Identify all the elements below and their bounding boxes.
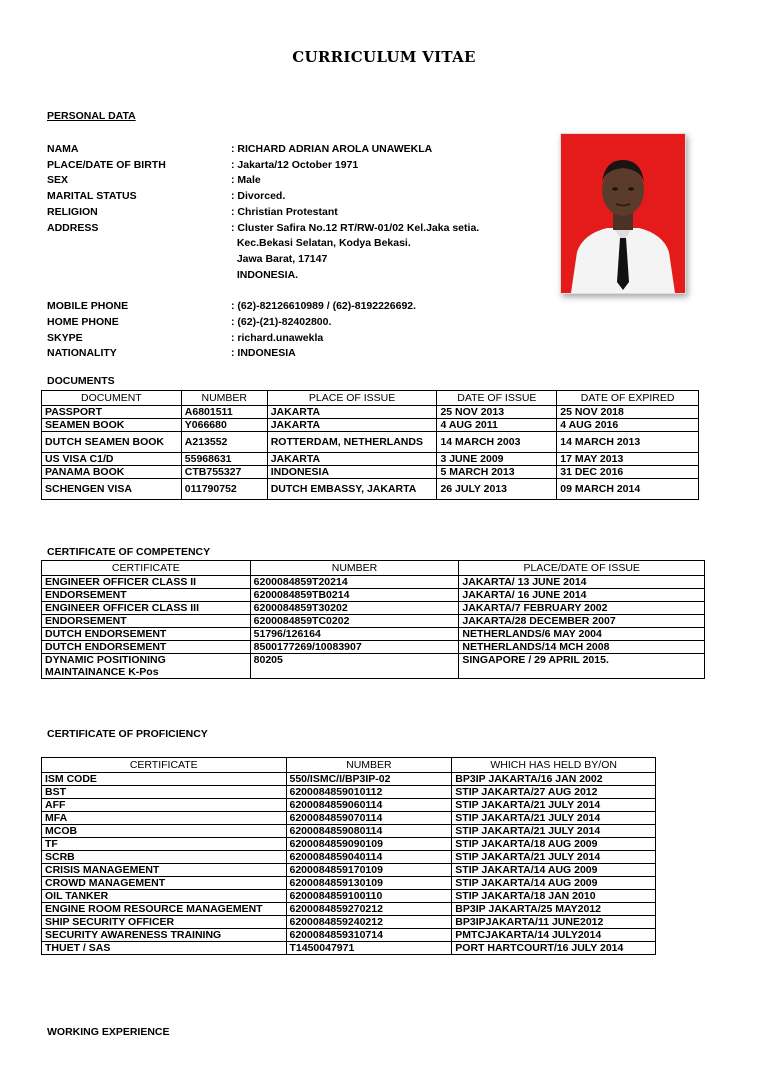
field-value: Kec.Bekasi Selatan, Kodya Bekasi.	[231, 237, 411, 250]
personal-data-row	[47, 346, 527, 362]
table-cell	[250, 666, 459, 679]
table-cell: T1450047971	[286, 942, 452, 955]
table-cell: A213552	[181, 432, 267, 453]
personal-data-heading: PERSONAL DATA	[47, 110, 136, 122]
table-cell: 6200084859310714	[286, 929, 452, 942]
table-cell: 6200084859270212	[286, 903, 452, 916]
field-label: HOME PHONE	[47, 316, 119, 329]
table-cell: JAKARTA	[267, 406, 437, 419]
table-cell: STIP JAKARTA/27 AUG 2012	[452, 786, 656, 799]
personal-data-row	[47, 205, 527, 221]
table-cell: 6200084859T30202	[250, 602, 459, 615]
column-header: DATE OF ISSUE	[437, 391, 557, 406]
table-cell: JAKARTA	[267, 419, 437, 432]
personal-data-row	[47, 252, 527, 268]
table-cell: 6200084859060114	[286, 799, 452, 812]
table-cell: STIP JAKARTA/21 JULY 2014	[452, 851, 656, 864]
table-cell: 3 JUNE 2009	[437, 453, 557, 466]
table-cell: ENGINEER OFFICER CLASS III	[42, 602, 251, 615]
table-cell: STIP JAKARTA/21 JULY 2014	[452, 799, 656, 812]
table-cell: US VISA C1/D	[42, 453, 182, 466]
table-row	[42, 877, 656, 890]
table-cell: 6200084859T20214	[250, 576, 459, 589]
portrait-figure	[561, 134, 685, 293]
field-value: : Jakarta/12 October 1971	[231, 158, 359, 171]
table-cell: CTB755327	[181, 466, 267, 479]
table-row	[42, 602, 705, 615]
personal-data-row	[47, 236, 527, 252]
documents-table	[41, 390, 699, 500]
table-cell: 6200084859090109	[286, 838, 452, 851]
table-cell: 6200084859070114	[286, 812, 452, 825]
personal-data-row	[47, 221, 527, 237]
table-cell: AFF	[42, 799, 287, 812]
table-cell: ENDORSEMENT	[42, 615, 251, 628]
table-row	[42, 432, 699, 453]
table-cell: TF	[42, 838, 287, 851]
competency-table	[41, 560, 705, 679]
table-cell: ENGINEER OFFICER CLASS II	[42, 576, 251, 589]
field-value: : RICHARD ADRIAN AROLA UNAWEKLA	[231, 143, 433, 155]
table-cell: JAKARTA/ 13 JUNE 2014	[459, 576, 705, 589]
table-row	[42, 825, 656, 838]
personal-data-row	[47, 142, 527, 158]
field-label	[47, 252, 231, 268]
column-header: DOCUMENT	[42, 391, 182, 406]
table-cell: ISM CODE	[42, 773, 287, 786]
field-label: MOBILE PHONE	[47, 300, 129, 313]
table-cell: ENGINE ROOM RESOURCE MANAGEMENT	[42, 903, 287, 916]
table-cell: DUTCH SEAMEN BOOK	[42, 432, 182, 453]
table-cell: 14 MARCH 2003	[437, 432, 557, 453]
table-cell: 6200084859TB0214	[250, 589, 459, 602]
table-cell: A6801511	[181, 406, 267, 419]
table-row	[42, 942, 656, 955]
personal-data-row	[47, 268, 527, 284]
table-cell: DUTCH EMBASSY, JAKARTA	[267, 479, 437, 500]
table-cell: 6200084859240212	[286, 916, 452, 929]
page-title: CURRICULUM VITAE	[292, 48, 476, 66]
table-row	[42, 799, 656, 812]
table-row	[42, 916, 656, 929]
table-cell: 6200084859130109	[286, 877, 452, 890]
table-cell: 011790752	[181, 479, 267, 500]
proficiency-table	[41, 757, 656, 955]
column-header: NUMBER	[286, 758, 452, 773]
field-value: : INDONESIA	[231, 347, 296, 360]
table-cell: STIP JAKARTA/18 AUG 2009	[452, 838, 656, 851]
column-header: PLACE/DATE OF ISSUE	[459, 561, 705, 576]
column-header: PLACE OF ISSUE	[267, 391, 437, 406]
working-experience-heading: WORKING EXPERIENCE	[47, 1026, 170, 1038]
table-row	[42, 773, 656, 786]
table-row	[42, 864, 656, 877]
table-cell: SHIP SECURITY OFFICER	[42, 916, 287, 929]
table-row	[42, 812, 656, 825]
table-cell: 09 MARCH 2014	[557, 479, 699, 500]
table-cell: 17 MAY 2013	[557, 453, 699, 466]
column-header: DATE OF EXPIRED	[557, 391, 699, 406]
field-value: INDONESIA.	[231, 268, 299, 281]
personal-data-row	[47, 189, 527, 205]
field-value: : richard.unawekla	[231, 331, 324, 344]
table-cell: 5 MARCH 2013	[437, 466, 557, 479]
table-row	[42, 576, 705, 589]
table-cell: 8500177269/10083907	[250, 641, 459, 654]
table-cell: SINGAPORE / 29 APRIL 2015.	[459, 654, 705, 667]
table-row	[42, 479, 699, 500]
column-header: CERTIFICATE	[42, 561, 251, 576]
table-cell: NETHERLANDS/6 MAY 2004	[459, 628, 705, 641]
column-header: NUMBER	[250, 561, 459, 576]
table-cell: BP3IPJAKARTA/11 JUNE2012	[452, 916, 656, 929]
table-cell: BP3IP JAKARTA/25 MAY2012	[452, 903, 656, 916]
field-label: SEX	[47, 174, 69, 187]
table-cell: JAKARTA/7 FEBRUARY 2002	[459, 602, 705, 615]
personal-data-row	[47, 173, 527, 189]
table-cell: CRISIS MANAGEMENT	[42, 864, 287, 877]
table-cell: 6200084859TC0202	[250, 615, 459, 628]
table-row	[42, 641, 705, 654]
personal-data-row	[47, 331, 527, 347]
table-row	[42, 666, 705, 679]
table-cell: STIP JAKARTA/18 JAN 2010	[452, 890, 656, 903]
personal-data-row	[47, 158, 527, 174]
personal-data-row	[47, 299, 527, 315]
table-cell: SCRB	[42, 851, 287, 864]
table-cell: 25 NOV 2013	[437, 406, 557, 419]
table-cell: 6200084859010112	[286, 786, 452, 799]
table-row	[42, 406, 699, 419]
table-cell: THUET / SAS	[42, 942, 287, 955]
table-cell: 80205	[250, 654, 459, 667]
field-value: : Divorced.	[231, 190, 286, 203]
table-cell: 6200084859100110	[286, 890, 452, 903]
table-cell: 550/ISMC/I/BP3IP-02	[286, 773, 452, 786]
field-value: : Cluster Safira No.12 RT/RW-01/02 Kel.Jaka setia.	[231, 221, 480, 234]
personal-data	[47, 142, 527, 362]
table-cell: DYNAMIC POSITIONING	[42, 654, 251, 667]
table-cell: Y066680	[181, 419, 267, 432]
table-cell: STIP JAKARTA/21 JULY 2014	[452, 812, 656, 825]
table-cell: STIP JAKARTA/21 JULY 2014	[452, 825, 656, 838]
field-label: PLACE/DATE OF BIRTH	[47, 158, 166, 171]
table-row	[42, 890, 656, 903]
table-cell: JAKARTA/ 16 JUNE 2014	[459, 589, 705, 602]
table-cell: 14 MARCH 2013	[557, 432, 699, 453]
table-cell: 26 JULY 2013	[437, 479, 557, 500]
field-label: NAMA	[47, 143, 79, 155]
table-row	[42, 589, 705, 602]
table-cell: SECURITY AWARENESS TRAINING	[42, 929, 287, 942]
column-header: NUMBER	[181, 391, 267, 406]
table-cell: NETHERLANDS/14 MCH 2008	[459, 641, 705, 654]
field-label: ADDRESS	[47, 221, 99, 234]
field-label	[47, 268, 231, 284]
table-cell: 55968631	[181, 453, 267, 466]
field-value: Jawa Barat, 17147	[231, 252, 328, 265]
personal-data-row	[47, 315, 527, 331]
table-cell: 51796/126164	[250, 628, 459, 641]
field-label	[47, 236, 231, 252]
table-row	[42, 654, 705, 667]
table-cell: STIP JAKARTA/14 AUG 2009	[452, 864, 656, 877]
table-cell: JAKARTA	[267, 453, 437, 466]
field-label: SKYPE	[47, 331, 83, 344]
table-cell: DUTCH ENDORSEMENT	[42, 641, 251, 654]
competency-heading: CERTIFICATE OF COMPETENCY	[47, 546, 211, 558]
table-row	[42, 615, 705, 628]
table-row	[42, 786, 656, 799]
table-cell: BST	[42, 786, 287, 799]
table-cell: 6200084859040114	[286, 851, 452, 864]
table-cell: OIL TANKER	[42, 890, 287, 903]
table-cell: 6200084859080114	[286, 825, 452, 838]
table-cell: 6200084859170109	[286, 864, 452, 877]
table-cell: 4 AUG 2016	[557, 419, 699, 432]
table-cell: SCHENGEN VISA	[42, 479, 182, 500]
table-row	[42, 929, 656, 942]
field-value: : Christian Protestant	[231, 205, 338, 218]
field-value: : (62)-(21)-82402800.	[231, 316, 332, 329]
table-row	[42, 453, 699, 466]
field-label: MARITAL STATUS	[47, 190, 137, 203]
table-cell: MAINTAINANCE K-Pos	[42, 666, 251, 679]
table-cell: ENDORSEMENT	[42, 589, 251, 602]
table-cell: 25 NOV 2018	[557, 406, 699, 419]
table-cell: MCOB	[42, 825, 287, 838]
profile-photo	[560, 133, 686, 294]
table-cell: CROWD MANAGEMENT	[42, 877, 287, 890]
table-cell: ROTTERDAM, NETHERLANDS	[267, 432, 437, 453]
field-label: NATIONALITY	[47, 347, 117, 360]
table-cell: STIP JAKARTA/14 AUG 2009	[452, 877, 656, 890]
table-cell: PORT HARTCOURT/16 JULY 2014	[452, 942, 656, 955]
table-cell: MFA	[42, 812, 287, 825]
column-header: WHICH HAS HELD BY/ON	[452, 758, 656, 773]
table-row	[42, 851, 656, 864]
table-cell: PASSPORT	[42, 406, 182, 419]
field-value: : Male	[231, 174, 261, 187]
table-row	[42, 628, 705, 641]
table-cell: SEAMEN BOOK	[42, 419, 182, 432]
table-row	[42, 419, 699, 432]
table-cell: 31 DEC 2016	[557, 466, 699, 479]
table-row	[42, 838, 656, 851]
table-cell: BP3IP JAKARTA/16 JAN 2002	[452, 773, 656, 786]
table-row	[42, 466, 699, 479]
table-cell: DUTCH ENDORSEMENT	[42, 628, 251, 641]
table-cell: INDONESIA	[267, 466, 437, 479]
table-cell	[459, 666, 705, 679]
field-label: RELIGION	[47, 205, 98, 218]
column-header: CERTIFICATE	[42, 758, 287, 773]
table-cell: PMTCJAKARTA/14 JULY2014	[452, 929, 656, 942]
table-cell: PANAMA BOOK	[42, 466, 182, 479]
table-cell: JAKARTA/28 DECEMBER 2007	[459, 615, 705, 628]
table-row	[42, 903, 656, 916]
proficiency-heading: CERTIFICATE OF PROFICIENCY	[47, 728, 208, 740]
field-value: : (62)-82126610989 / (62)-8192226692.	[231, 300, 417, 313]
documents-heading: DOCUMENTS	[47, 375, 115, 387]
table-cell: 4 AUG 2011	[437, 419, 557, 432]
